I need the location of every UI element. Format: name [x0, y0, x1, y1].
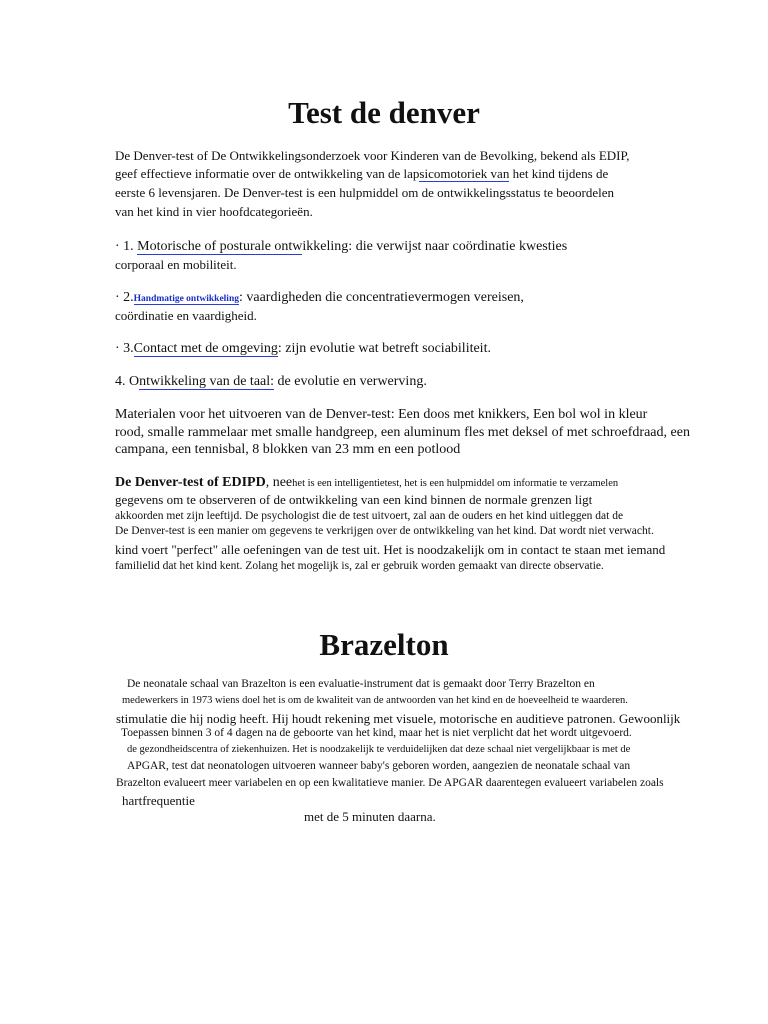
edipd-line-2: gegevens om te observeren of de ontwikkeling van een kind binnen de normale grenzen ligt	[115, 492, 593, 507]
denver-title: Test de denver	[288, 95, 480, 130]
motorische-link[interactable]: Motorische of posturale ontw	[137, 239, 303, 254]
psicomotoriek-link[interactable]: sicomotoriek van	[419, 166, 510, 181]
brazelton-line-7: Brazelton evalueert meer variabelen en op een kwalitatieve manier. De APGAR daarentegen evalueert variabelen zoals	[116, 777, 664, 789]
item-2-rest: : vaardigheden die concentratievermogen vereisen,	[238, 290, 524, 305]
handmatige-link[interactable]: Handmatige ontwikkeling	[133, 294, 239, 304]
edipd-line-6: familielid dat het kind kent. Zolang het mogelijk is, zal er gebruik worden gemaakt van directe observatie.	[115, 560, 604, 572]
item-4-prefix: 4. O	[115, 374, 140, 389]
brazelton-line-1: De neonatale schaal van Brazelton is een evaluatie-instrument dat is gemaakt door Terry Brazelton en	[127, 678, 595, 690]
item-3-prefix: · 3.	[115, 341, 134, 356]
denver-item-4	[115, 374, 427, 390]
materials-line-2: rood, smalle rammelaar met smalle handgreep, een aluminum fles met deksel of met schroefdraad, een	[115, 425, 690, 440]
brazelton-line-8: hartfrequentie	[122, 793, 195, 808]
brazelton-title: Brazelton	[319, 627, 449, 662]
brazelton-line-2: medewerkers in 1973 wiens doel het is om de kwaliteit van de antwoorden van het kind en de hoeveelheid te waarderen.	[122, 695, 628, 706]
item-1-rest: ikkeling: die verwijst naar coördinatie kwesties	[302, 239, 568, 254]
edipd-nee: , nee	[265, 475, 293, 490]
materials-line-1: Materialen voor het uitvoeren van de Denver-test: Een doos met knikkers, Een bol wol in kleur	[115, 407, 648, 422]
denver-intro-line-2	[115, 166, 608, 182]
item-4-rest: de evolutie en verwerving.	[274, 374, 427, 389]
edipd-line-5: kind voert "perfect" alle oefeningen van de test uit. Het is noodzakelijk om in contact te staan met iemand	[115, 542, 666, 557]
item-3-rest: : zijn evolutie wat betreft sociabiliteit.	[277, 341, 491, 356]
denver-item-3	[115, 341, 491, 357]
item-2-prefix: · 2.	[115, 290, 134, 305]
contact-link[interactable]: Contact met de omgeving	[133, 341, 278, 356]
denver-item-1	[115, 239, 567, 255]
brazelton-line-3: stimulatie die hij nodig heeft. Hij houdt rekening met visuele, motorische en auditieve patronen. Gewoonlijk	[116, 711, 681, 726]
edipd-bold: De Denver-test of EDIPD	[115, 475, 266, 490]
brazelton-line-5: de gezondheidscentra of ziekenhuizen. Het is noodzakelijk te verduidelijken dat deze schaal niet vergelijkbaar is met de	[127, 744, 631, 755]
denver-intro-line-3: eerste 6 levensjaren. De Denver-test is een hulpmiddel om de ontwikkelingsstatus te beoordelen	[115, 185, 615, 200]
denver-intro-line-2-end: het kind tijdens de	[509, 166, 609, 181]
denver-item-2	[115, 290, 524, 306]
denver-intro-line-1: De Denver-test of De Ontwikkelingsonderzoek voor Kinderen van de Bevolking, bekend als EDIP,	[115, 148, 630, 163]
denver-intro-line-4: van het kind in vier hoofdcategorieën.	[115, 204, 313, 219]
denver-item-2-line-2: coördinatie en vaardigheid.	[115, 308, 257, 323]
taal-link[interactable]: ntwikkeling van de taal:	[139, 374, 275, 389]
materials-line-3: campana, een tennisbal, 8 blokken van 23 mm en een potlood	[115, 442, 461, 457]
brazelton-line-6: APGAR, test dat neonatologen uitvoeren wanneer baby's geboren worden, aangezien de neonatale schaal van	[127, 760, 631, 772]
brazelton-line-4: Toepassen binnen 3 of 4 dagen na de geboorte van het kind, maar het is niet verplicht dat het wordt uitgevoerd.	[121, 727, 632, 739]
denver-intro-line-2-start: geef effectieve informatie over de ontwikkeling van de lap	[115, 166, 420, 181]
edipd-line-4: De Denver-test is een manier om gegevens te verkrijgen over de ontwikkeling van het kind. Dat wordt niet verwacht.	[115, 525, 654, 537]
item-1-prefix: · 1.	[115, 239, 138, 254]
denver-item-1-line-2: corporaal en mobiliteit.	[115, 257, 237, 272]
brazelton-line-9: met de 5 minuten daarna.	[304, 809, 436, 824]
edipd-small: het is een intelligentietest, het is een hulpmiddel om informatie te verzamelen	[292, 478, 619, 489]
edipd-line-1	[115, 475, 618, 491]
edipd-line-3: akkoorden met zijn leeftijd. De psychologist die de test uitvoert, zal aan de ouders en het kind uitleggen dat de	[115, 510, 624, 522]
